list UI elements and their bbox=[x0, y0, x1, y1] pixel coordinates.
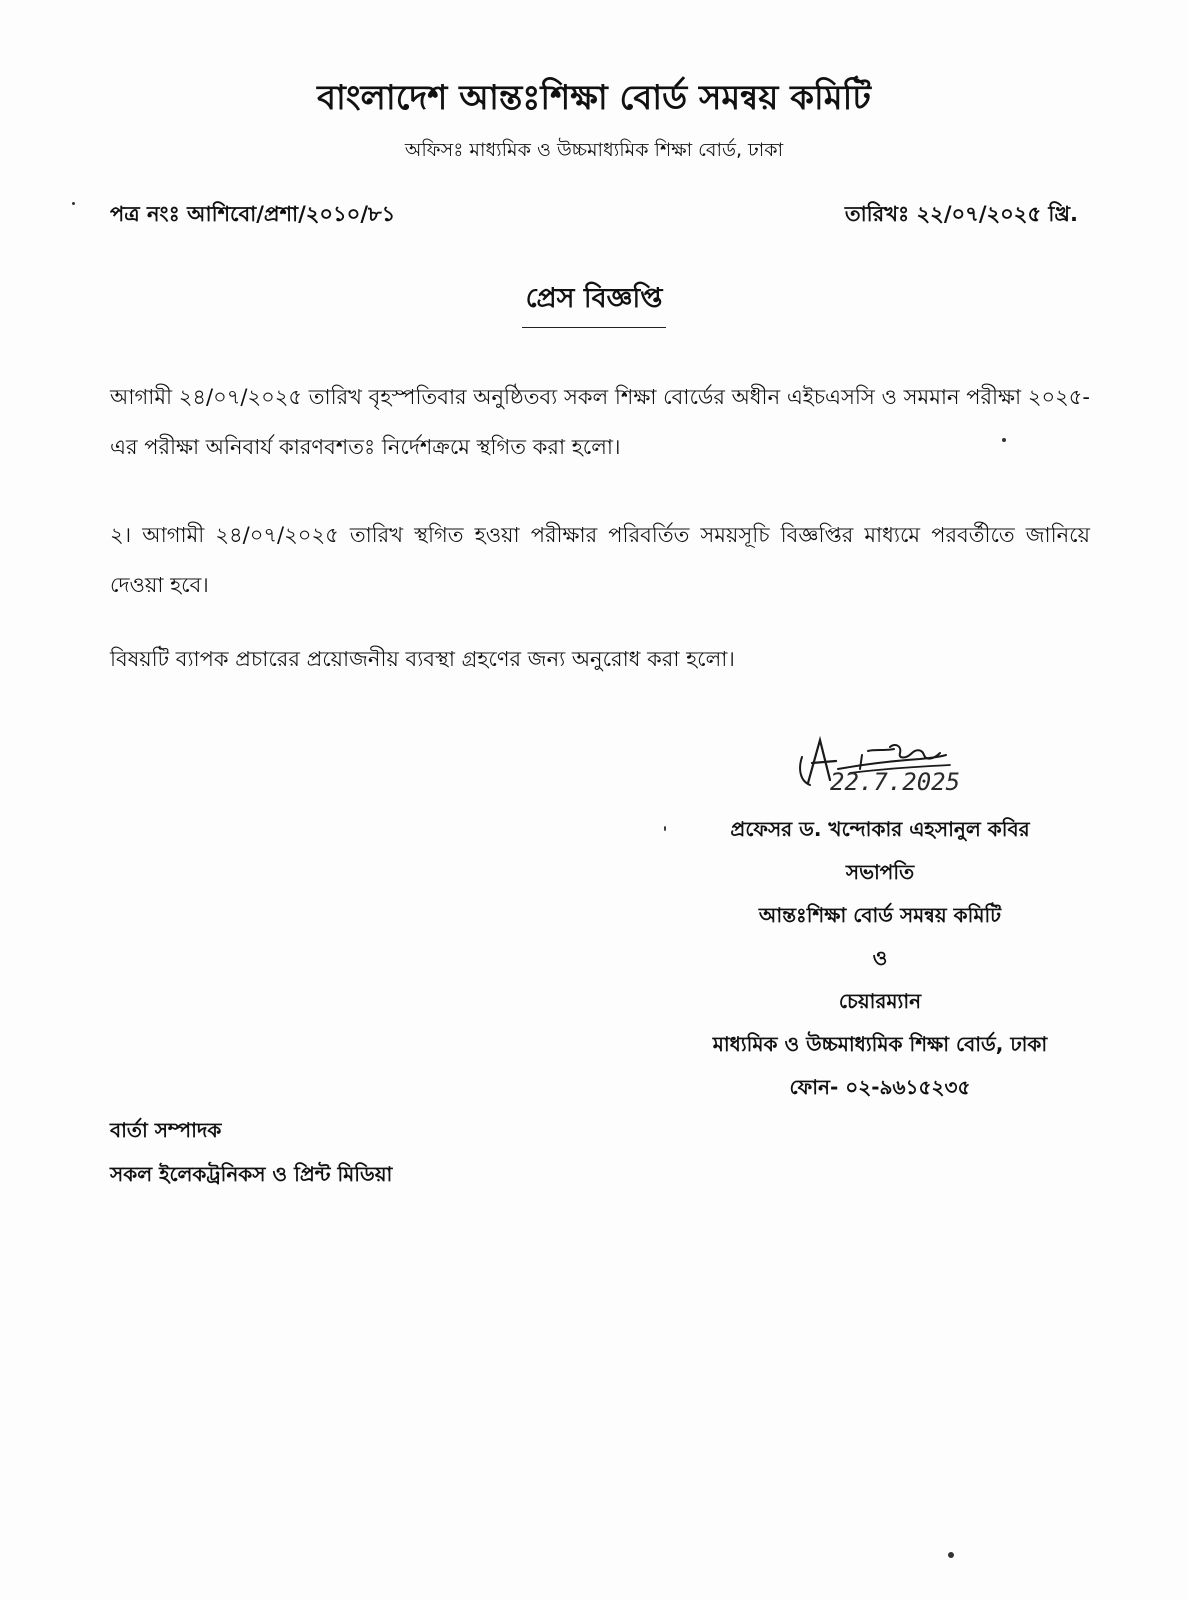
document-heading-text: প্রেস বিজ্ঞপ্তি bbox=[522, 278, 667, 328]
recipients-block bbox=[110, 1108, 392, 1196]
scan-speck bbox=[1002, 438, 1006, 442]
signatory-phone: ফোন- ০২-৯৬১৫২৩৫ bbox=[789, 1075, 971, 1099]
signatory-committee: আন্তঃশিক্ষা বোর্ড সমন্বয় কমিটি bbox=[758, 903, 1002, 927]
office-address: অফিসঃ মাধ্যমিক ও উচ্চমাধ্যমিক শিক্ষা বোর্ড, ঢাকা bbox=[404, 139, 784, 161]
signatory-block bbox=[640, 808, 1120, 1109]
scan-speck bbox=[664, 826, 666, 831]
recipient-line-2: সকল ইলেকট্রনিকস ও প্রিন্ট মিডিয়া bbox=[110, 1162, 393, 1186]
signatory-board: মাধ্যমিক ও উচ্চমাধ্যমিক শিক্ষা বোর্ড, ঢাকা bbox=[712, 1032, 1048, 1056]
document-heading bbox=[0, 278, 1188, 328]
signatory-designation: সভাপতি bbox=[845, 860, 915, 884]
scan-speck bbox=[72, 202, 75, 205]
memo-number: পত্র নংঃ আশিবো/প্রশা/২০১০/৮১ bbox=[110, 202, 396, 226]
committee-title: বাংলাদেশ আন্তঃশিক্ষা বোর্ড সমন্বয় কমিটি bbox=[317, 78, 871, 118]
signatory-conjunction: ও bbox=[872, 946, 888, 970]
signature-date: 22.7.2025 bbox=[830, 768, 961, 796]
signatory-name: প্রফেসর ড. খন্দোকার এহসানুল কবির bbox=[730, 817, 1030, 841]
body-paragraph-2: ২। আগামী ২৪/০৭/২০২৫ তারিখ স্থগিত হওয়া পরীক্ষার পরিবর্তিত সময়সূচি বিজ্ঞপ্তির মাধ্যমে পরবর্তীতে জানিয়ে দেওয়া হবে। bbox=[110, 523, 1090, 597]
body-paragraph-3: বিষয়টি ব্যাপক প্রচারের প্রয়োজনীয় ব্যবস্থা গ্রহণের জন্য অনুরোধ করা হলো। bbox=[110, 647, 735, 671]
scan-speck bbox=[948, 1552, 954, 1558]
body-paragraph-1: আগামী ২৪/০৭/২০২৫ তারিখ বৃহস্পতিবার অনুষ্ঠিতব্য সকল শিক্ষা বোর্ডের অধীন এইচএসসি ও সমমান পরীক্ষা ২০২৫-এর পরীক্ষা অনিবার্য কারণবশতঃ নির্দেশক্রমে স্থগিত করা হলো। bbox=[110, 385, 1090, 459]
issue-date: তারিখঃ ২২/০৭/২০২৫ খ্রি. bbox=[844, 202, 1078, 226]
recipient-line-1: বার্তা সম্পাদক bbox=[110, 1118, 222, 1142]
signatory-designation-2: চেয়ারম্যান bbox=[838, 989, 922, 1013]
